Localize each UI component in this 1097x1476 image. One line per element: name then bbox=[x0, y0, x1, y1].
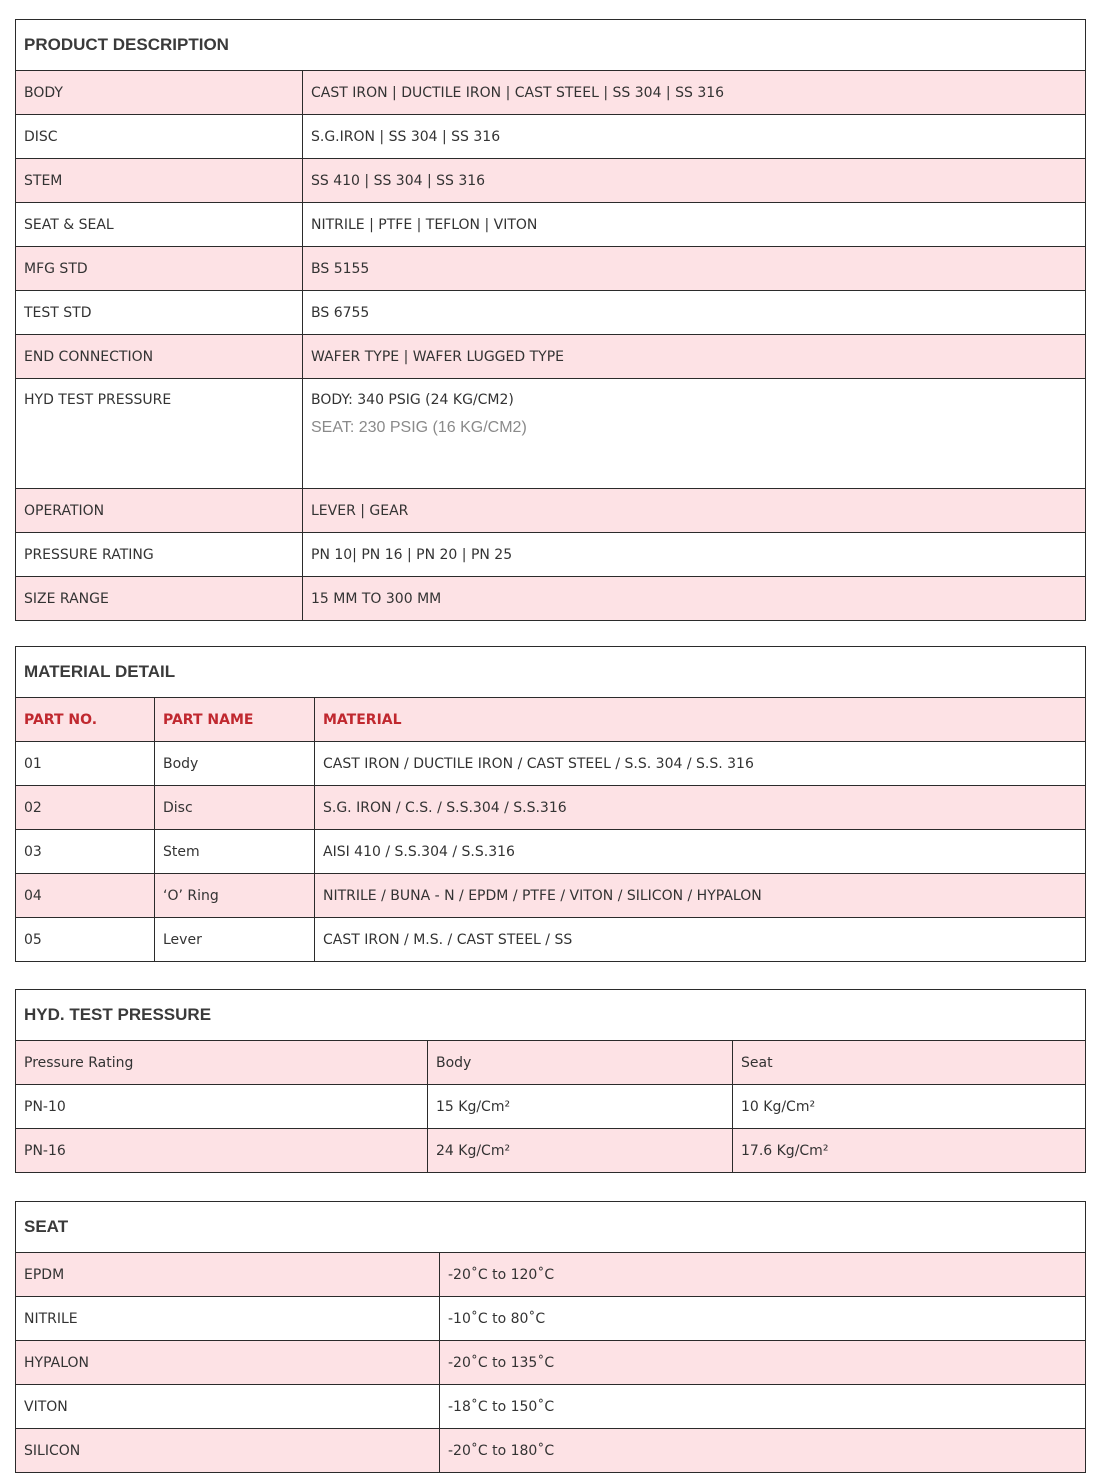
spec-value: SS 410 | SS 304 | SS 316 bbox=[303, 159, 1086, 203]
body-pressure: 15 Kg/Cm² bbox=[428, 1085, 733, 1129]
spec-label: TEST STD bbox=[16, 291, 303, 335]
table-row bbox=[16, 335, 1086, 379]
table-header-row bbox=[16, 698, 1086, 742]
seat-temperature-range: -20˚C to 120˚C bbox=[440, 1253, 1086, 1297]
material-detail-title: MATERIAL DETAIL bbox=[16, 647, 1086, 698]
seat-material: NITRILE bbox=[16, 1297, 440, 1341]
part-name: Body bbox=[155, 742, 315, 786]
product-description-title: PRODUCT DESCRIPTION bbox=[16, 20, 1086, 71]
table-row bbox=[16, 918, 1086, 962]
part-no: 02 bbox=[16, 786, 155, 830]
pressure-rating: PN-10 bbox=[16, 1085, 428, 1129]
table-row bbox=[16, 1297, 1086, 1341]
seat-pressure: 17.6 Kg/Cm² bbox=[733, 1129, 1086, 1173]
table-row bbox=[16, 533, 1086, 577]
part-material: S.G. IRON / C.S. / S.S.304 / S.S.316 bbox=[315, 786, 1086, 830]
spec-label: END CONNECTION bbox=[16, 335, 303, 379]
table-row bbox=[16, 379, 1086, 489]
spec-value: BS 6755 bbox=[303, 291, 1086, 335]
spec-label: HYD TEST PRESSURE bbox=[16, 379, 303, 489]
pressure-rating: PN-16 bbox=[16, 1129, 428, 1173]
spec-label: PRESSURE RATING bbox=[16, 533, 303, 577]
spec-value: BS 5155 bbox=[303, 247, 1086, 291]
column-header-part-name: PART NAME bbox=[155, 698, 315, 742]
seat-temperature-range: -20˚C to 135˚C bbox=[440, 1341, 1086, 1385]
table-row bbox=[16, 1385, 1086, 1429]
material-detail-table bbox=[15, 646, 1086, 962]
spec-value: CAST IRON | DUCTILE IRON | CAST STEEL | SS 304 | SS 316 bbox=[303, 71, 1086, 115]
spec-value: PN 10| PN 16 | PN 20 | PN 25 bbox=[303, 533, 1086, 577]
table-row bbox=[16, 742, 1086, 786]
part-material: NITRILE / BUNA - N / EPDM / PTFE / VITON / SILICON / HYPALON bbox=[315, 874, 1086, 918]
hyd-body-pressure: BODY: 340 PSIG (24 KG/CM2) bbox=[311, 392, 514, 408]
seat-temperature-range: -10˚C to 80˚C bbox=[440, 1297, 1086, 1341]
seat-material: VITON bbox=[16, 1385, 440, 1429]
part-no: 05 bbox=[16, 918, 155, 962]
part-material: CAST IRON / DUCTILE IRON / CAST STEEL / S.S. 304 / S.S. 316 bbox=[315, 742, 1086, 786]
seat-material: HYPALON bbox=[16, 1341, 440, 1385]
seat-temperature-range: -20˚C to 180˚C bbox=[440, 1429, 1086, 1473]
hyd-test-pressure-title: HYD. TEST PRESSURE bbox=[16, 990, 1086, 1041]
spec-value: NITRILE | PTFE | TEFLON | VITON bbox=[303, 203, 1086, 247]
column-header-seat: Seat bbox=[733, 1041, 1086, 1085]
part-no: 04 bbox=[16, 874, 155, 918]
column-header-part-no: PART NO. bbox=[16, 698, 155, 742]
table-row bbox=[16, 1085, 1086, 1129]
spec-label: OPERATION bbox=[16, 489, 303, 533]
table-row bbox=[16, 291, 1086, 335]
spec-label: BODY bbox=[16, 71, 303, 115]
part-name: Disc bbox=[155, 786, 315, 830]
seat-pressure: 10 Kg/Cm² bbox=[733, 1085, 1086, 1129]
column-header-pressure-rating: Pressure Rating bbox=[16, 1041, 428, 1085]
spec-value: 15 MM TO 300 MM bbox=[303, 577, 1086, 621]
table-row bbox=[16, 489, 1086, 533]
table-row bbox=[16, 115, 1086, 159]
seat-temperature-range: -18˚C to 150˚C bbox=[440, 1385, 1086, 1429]
table-header-row bbox=[16, 1041, 1086, 1085]
table-row bbox=[16, 71, 1086, 115]
table-row bbox=[16, 1341, 1086, 1385]
table-row bbox=[16, 203, 1086, 247]
part-no: 01 bbox=[16, 742, 155, 786]
column-header-body: Body bbox=[428, 1041, 733, 1085]
part-name: Stem bbox=[155, 830, 315, 874]
spec-value: S.G.IRON | SS 304 | SS 316 bbox=[303, 115, 1086, 159]
body-pressure: 24 Kg/Cm² bbox=[428, 1129, 733, 1173]
part-no: 03 bbox=[16, 830, 155, 874]
spec-value: LEVER | GEAR bbox=[303, 489, 1086, 533]
spec-label: SEAT & SEAL bbox=[16, 203, 303, 247]
table-row bbox=[16, 786, 1086, 830]
table-row bbox=[16, 1429, 1086, 1473]
spec-label: STEM bbox=[16, 159, 303, 203]
table-row bbox=[16, 1253, 1086, 1297]
part-name: Lever bbox=[155, 918, 315, 962]
part-name: ‘O’ Ring bbox=[155, 874, 315, 918]
table-row bbox=[16, 1129, 1086, 1173]
part-material: AISI 410 / S.S.304 / S.S.316 bbox=[315, 830, 1086, 874]
table-row bbox=[16, 874, 1086, 918]
spec-label: SIZE RANGE bbox=[16, 577, 303, 621]
spec-label: DISC bbox=[16, 115, 303, 159]
product-description-table bbox=[15, 19, 1086, 621]
table-row bbox=[16, 247, 1086, 291]
spec-label: MFG STD bbox=[16, 247, 303, 291]
table-row bbox=[16, 830, 1086, 874]
seat-table bbox=[15, 1201, 1086, 1473]
table-row bbox=[16, 577, 1086, 621]
seat-material: SILICON bbox=[16, 1429, 440, 1473]
hyd-seat-pressure: SEAT: 230 PSIG (16 KG/CM2) bbox=[311, 419, 527, 436]
hyd-test-pressure-table bbox=[15, 989, 1086, 1173]
spec-value bbox=[303, 379, 1086, 489]
spec-value: WAFER TYPE | WAFER LUGGED TYPE bbox=[303, 335, 1086, 379]
seat-title: SEAT bbox=[16, 1202, 1086, 1253]
seat-material: EPDM bbox=[16, 1253, 440, 1297]
table-row bbox=[16, 159, 1086, 203]
column-header-material: MATERIAL bbox=[315, 698, 1086, 742]
part-material: CAST IRON / M.S. / CAST STEEL / SS bbox=[315, 918, 1086, 962]
